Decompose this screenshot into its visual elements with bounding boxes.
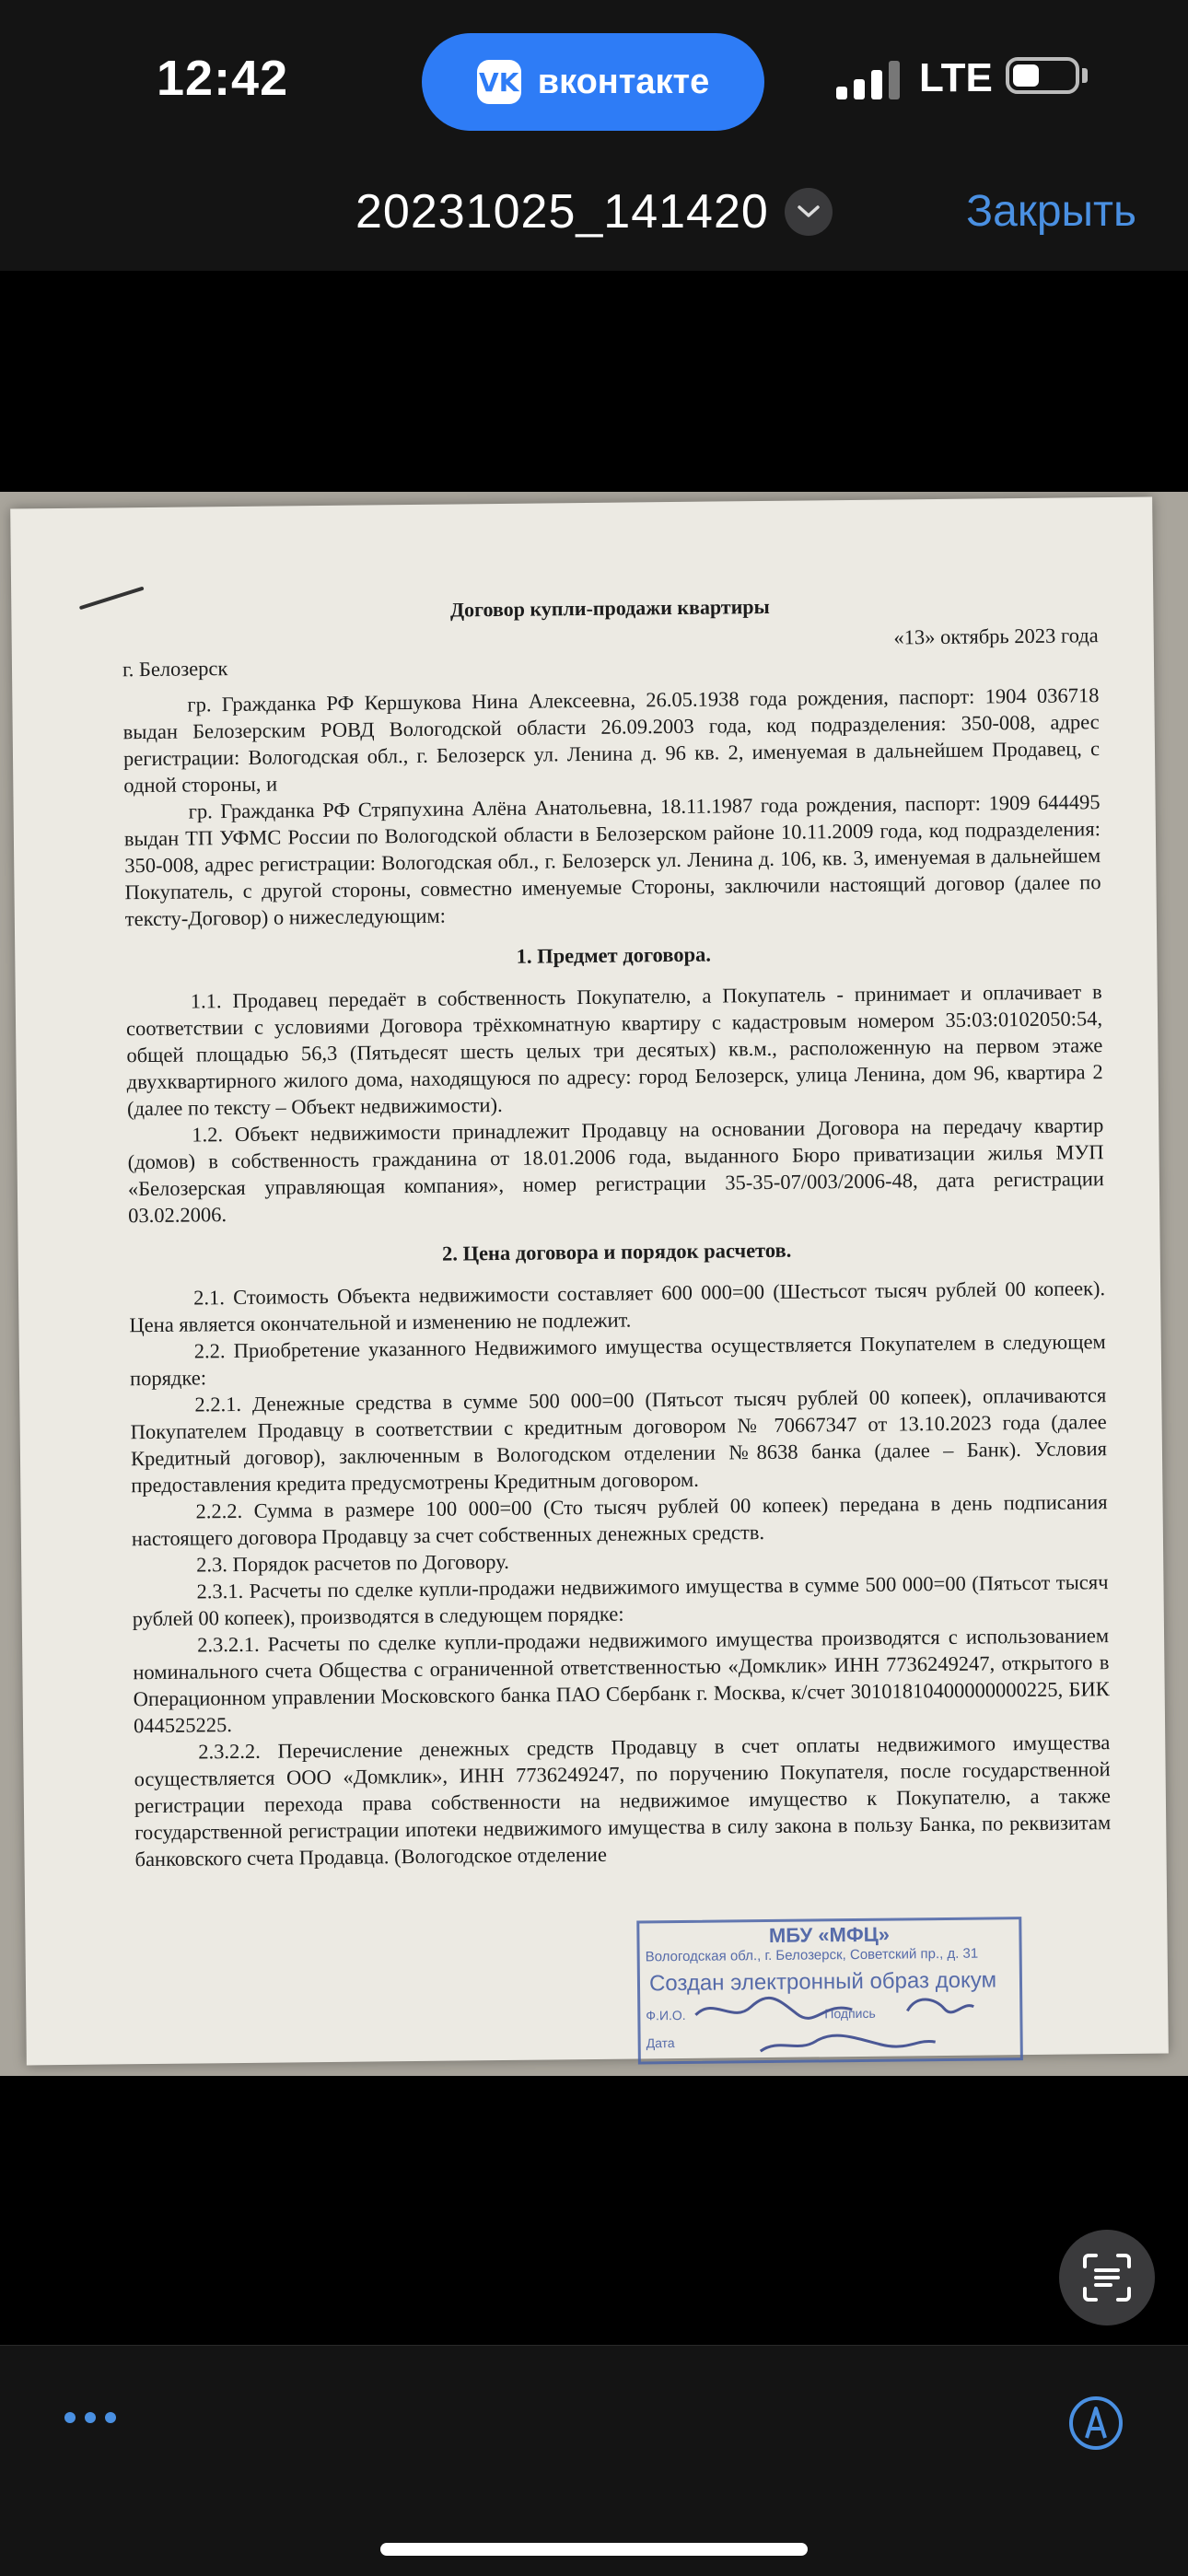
vk-logo-icon: VK [477, 60, 521, 104]
clause-2-2-2: 2.2.2. Сумма в размере 100 000=00 (Сто тысяч рублей 00 копеек) передана в день подписания настоящего договора Продавцу за счет собственных денежных средств. [131, 1490, 1108, 1551]
status-time: 12:42 [157, 51, 289, 106]
network-type: LTE [919, 55, 993, 100]
clause-2-2-1: 2.2.1. Денежные средства в сумме 500 000=00 (Пятьсот тысяч рублей 00 копеек), оплачиваются Покупателем Продавцу в соответствии с кредитным договором № 70667347 от 13.10.2023 года (далее Кредитный договор), заключенным в Вологодском отделении №8638 банка (далее – Банк). Условия предоставления кредита предусмотрены Кредитным договором. [130, 1383, 1108, 1498]
contract-date: «13» октябрь 2023 года [893, 624, 1099, 649]
document-viewer[interactable] [0, 271, 1188, 2345]
mfc-stamp [636, 1917, 1023, 2064]
stamp-address: Вологодская обл., г. Белозерск, Советский пр., д. 31 [645, 1945, 979, 1965]
status-bar [0, 0, 1188, 157]
chevron-down-icon[interactable] [785, 188, 833, 236]
section-2-title: 2. Цена договора и порядок расчетов. [441, 1238, 792, 1265]
clause-1-1: 1.1. Продавец передаёт в собственность Покупателю, а Покупатель - принимает и оплачивает в соответствии с условиями Договора трёхкомнатную квартиру с кадастровым номером 35:03:0102050:54, общей площадью 56,3 (Пятьдесят шесть целых три десятых) кв.м., расположенную на первом этаже двухквартирного жилого дома, находящуюся по адресу: город Белозерск, улица Ленина, дом 96, квартира 2 (далее по тексту – Объект недвижимости). [125, 980, 1103, 1121]
stamp-org: МБУ «МФЦ» [768, 1922, 891, 1947]
vk-return-pill[interactable] [422, 33, 764, 131]
file-title[interactable]: 20231025_141420 [355, 185, 769, 239]
clause-2-1: 2.1. Стоимость Объекта недвижимости составляет 600 000=00 (Шестьсот тысяч рублей 00 копеек). Цена является окончательной и изменению не подлежит. [129, 1276, 1106, 1337]
clause-2-3-2-2: 2.3.2.2. Перечисление денежных средств Продавцу в счет оплаты недвижимого имущества осуществляется ООО «Домклик», ИНН 7736249247, по поручению Покупателя, после государственной регистрации перехода права собственности на недвижимое имущество к Покупателю, а также государственной регистрации ипотеки недвижимого имущества в силу закона в пользу Банка, по реквизитам банковского счета Продавца. (Вологодское отделение [134, 1731, 1112, 1871]
clause-2-3-1: 2.3.1. Расчеты по сделке купли-продажи недвижимого имущества в сумме 500 000=00 (Пятьсот тысяч рублей 00 копеек), производятся в следующем порядке: [132, 1570, 1109, 1631]
document-photo [0, 492, 1188, 2076]
home-indicator[interactable] [380, 2543, 808, 2556]
stamp-signature-label: Подпись [824, 2005, 876, 2022]
stamp-text: Создан электронный образ докум [648, 1967, 997, 1997]
buyer-paragraph: гр. Гражданка РФ Стряпухина Алёна Анатольевна, 18.11.1987 года рождения, паспорт: 1909 644495 выдан ТП УФМС России по Вологодской области в Белозерском районе 10.11.2009 года, код подразделения: 350-008, адрес регистрации: Вологодская обл., г. Белозерск ул. Ленина д. 106, кв. 3, именуемая в дальнейшем Покупатель, с другой стороны, совместно именуемые Стороны, заключили настоящий договор (далее по тексту-Договор) о нижеследующим: [123, 790, 1101, 931]
close-button[interactable]: Закрыть [966, 187, 1136, 236]
contract-city: г. Белозерск [122, 657, 228, 682]
file-nav-bar [0, 157, 1188, 272]
handwritten-signature [639, 1919, 1020, 2061]
clause-2-3: 2.3. Порядок расчетов по Договору. [196, 1549, 509, 1577]
live-text-scan-icon [1081, 2252, 1133, 2303]
live-text-scan-button[interactable] [1059, 2230, 1155, 2325]
bottom-toolbar [0, 2345, 1188, 2576]
clause-1-2: 1.2. Объект недвижимости принадлежит Продавцу на основании Договора на передачу квартир (домов) в собственность гражданина от 18.01.2006 года, выданного Бюро приватизации жилья МУП «Белозерская управляющая компания», номер регистрации 35-35-07/003/2006-48, дата регистрации 03.02.2006. [127, 1113, 1104, 1228]
markup-pen-icon[interactable] [1068, 2395, 1124, 2451]
cellular-signal-icon [836, 61, 901, 99]
seller-paragraph: гр. Гражданка РФ Кершукова Нина Алексеевна, 26.05.1938 года рождения, паспорт: 1904 036718 выдан Белозерским РОВД Вологодской области 26.09.2003 года, код подразделения: 350-008, адрес регистрации: Вологодская обл., г. Белозерск ул. Ленина д. 96 кв. 2, именуемая в дальнейшем Продавец, с одной стороны, и [122, 683, 1101, 798]
vk-pill-label: вконтакте [537, 62, 710, 101]
contract-title: Договор купли-продажи квартиры [449, 594, 770, 622]
clause-2-3-2-1: 2.3.2.1. Расчеты по сделке купли-продажи недвижимого имущества производятся с использованием номинального счета Общества с ограниченной ответственностью «Домклик» ИНН 7736249247, открытого в Операционном управлении Московского банка ПАО Сбербанк г. Москва, к/счет 30101810400000000225, БИК 044525225. [133, 1624, 1110, 1738]
contract-text [122, 589, 1111, 1872]
section-1-title: 1. Предмет договора. [516, 942, 712, 968]
clause-2-2: 2.2. Приобретение указанного Недвижимого имущества осуществляется Покупателем в следующем порядке: [129, 1330, 1106, 1391]
battery-icon [1006, 57, 1079, 94]
stamp-fio-label: Ф.И.О. [646, 2007, 686, 2023]
paper-sheet [10, 497, 1169, 2066]
battery-tip [1082, 68, 1088, 83]
stamp-date-label: Дата [646, 2035, 675, 2051]
more-dots-icon[interactable] [64, 2412, 116, 2423]
